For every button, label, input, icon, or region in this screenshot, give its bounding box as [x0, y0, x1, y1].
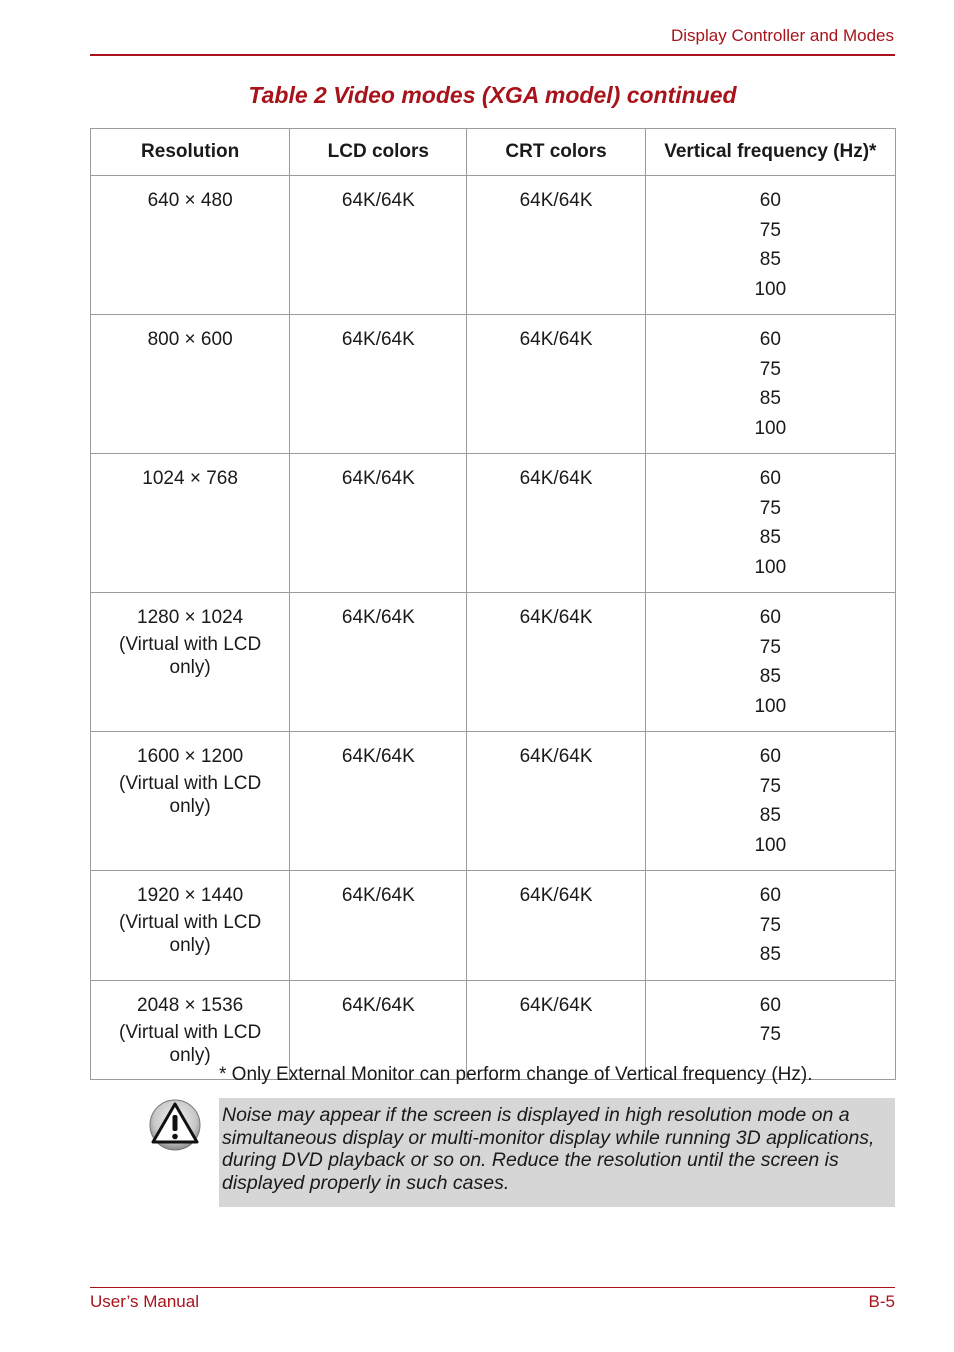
frequency-value: 85: [759, 527, 781, 548]
column-header-resolution: Resolution: [91, 129, 290, 176]
vertical-frequency-cell: [645, 454, 895, 593]
column-header-crt-colors: CRT colors: [467, 129, 645, 176]
frequency-value: 100: [754, 417, 787, 439]
frequency-value: 60: [759, 329, 781, 350]
crt-colors-cell: 64K/64K: [467, 315, 645, 454]
resolution-note: (Virtual with LCD only): [119, 634, 262, 678]
resolution-value: 2048 × 1536: [137, 994, 244, 1016]
frequency-value: 60: [759, 994, 781, 1016]
warning-note-text: Noise may appear if the screen is displayed in high resolution mode on a simultaneous display or multi-monitor display while running 3D applications, during DVD playback or so on. Reduce the resolution until the screen is displayed properly in such cases.: [222, 1104, 875, 1194]
crt-colors-cell: 64K/64K: [467, 732, 645, 871]
table-row: [91, 454, 896, 593]
frequency-value: 60: [759, 746, 781, 767]
warning-icon: [148, 1098, 202, 1152]
vertical-frequency-cell: [645, 315, 895, 454]
resolution-value: 1920 × 1440: [137, 885, 244, 906]
frequency-value: 100: [754, 556, 787, 578]
crt-colors-cell: 64K/64K: [467, 593, 645, 732]
footnote: * Only External Monitor can perform change of Vertical frequency (Hz).: [219, 1064, 813, 1085]
page-number: B-5: [868, 1292, 895, 1311]
vertical-frequency-cell: [645, 593, 895, 732]
crt-colors-cell: 64K/64K: [467, 871, 645, 981]
frequency-value: 60: [759, 468, 781, 489]
table-row: [91, 732, 896, 871]
table-header-row: [91, 129, 896, 176]
frequency-value: 75: [759, 497, 781, 519]
frequency-value: 75: [759, 636, 781, 658]
frequency-value: 85: [759, 944, 781, 965]
frequency-value: 75: [759, 219, 781, 241]
frequency-value: 60: [759, 190, 781, 211]
vertical-frequency-cell: [645, 176, 895, 315]
running-header: Display Controller and Modes: [671, 26, 894, 45]
table-row: [91, 871, 896, 981]
column-header-vertical-frequency: Vertical frequency (Hz)*: [645, 129, 895, 176]
lcd-colors-cell: 64K/64K: [290, 315, 467, 454]
table-row: [91, 315, 896, 454]
table-caption: Table 2 Video modes (XGA model) continued: [248, 82, 737, 108]
frequency-value: 100: [754, 695, 787, 717]
frequency-value: 75: [759, 775, 781, 797]
crt-colors-cell: 64K/64K: [467, 176, 645, 315]
resolution-cell: [91, 454, 290, 593]
lcd-colors-cell: 64K/64K: [290, 871, 467, 981]
lcd-colors-cell: 64K/64K: [290, 593, 467, 732]
resolution-value: 1280 × 1024: [137, 607, 244, 628]
frequency-value: 85: [759, 666, 781, 687]
resolution-cell: [91, 593, 290, 732]
frequency-value: 100: [754, 834, 787, 856]
table-body: [91, 176, 896, 1080]
frequency-value: 60: [759, 607, 781, 628]
frequency-value: 85: [759, 249, 781, 270]
frequency-value: 60: [759, 885, 781, 906]
lcd-colors-cell: 64K/64K: [290, 176, 467, 315]
frequency-value: 75: [759, 1024, 781, 1045]
resolution-value: 800 × 600: [147, 329, 233, 350]
vertical-frequency-cell: [645, 871, 895, 981]
lcd-colors-cell: 64K/64K: [290, 980, 467, 1079]
resolution-cell: [91, 176, 290, 315]
resolution-note: (Virtual with LCD only): [119, 1021, 262, 1066]
resolution-note: (Virtual with LCD only): [119, 912, 262, 956]
header-rule: [90, 54, 895, 56]
footer-manual-title: User’s Manual: [90, 1292, 199, 1311]
lcd-colors-cell: 64K/64K: [290, 732, 467, 871]
frequency-value: 100: [754, 278, 787, 300]
resolution-note: (Virtual with LCD only): [119, 773, 262, 817]
crt-colors-cell: 64K/64K: [467, 980, 645, 1079]
crt-colors-cell: 64K/64K: [467, 454, 645, 593]
video-modes-table: [90, 128, 896, 1080]
resolution-cell: [91, 732, 290, 871]
frequency-value: 85: [759, 388, 781, 409]
resolution-value: 1600 × 1200: [137, 746, 244, 767]
column-header-lcd-colors: LCD colors: [290, 129, 467, 176]
resolution-cell: [91, 315, 290, 454]
warning-note: [219, 1098, 895, 1207]
resolution-cell: [91, 871, 290, 981]
lcd-colors-cell: 64K/64K: [290, 454, 467, 593]
resolution-value: 640 × 480: [147, 190, 233, 211]
table-row: [91, 593, 896, 732]
vertical-frequency-cell: [645, 732, 895, 871]
frequency-value: 75: [759, 914, 781, 936]
frequency-value: 75: [759, 358, 781, 380]
table-row: [91, 176, 896, 315]
footer-rule: [90, 1287, 895, 1288]
frequency-value: 85: [759, 805, 781, 826]
resolution-value: 1024 × 768: [142, 468, 238, 489]
